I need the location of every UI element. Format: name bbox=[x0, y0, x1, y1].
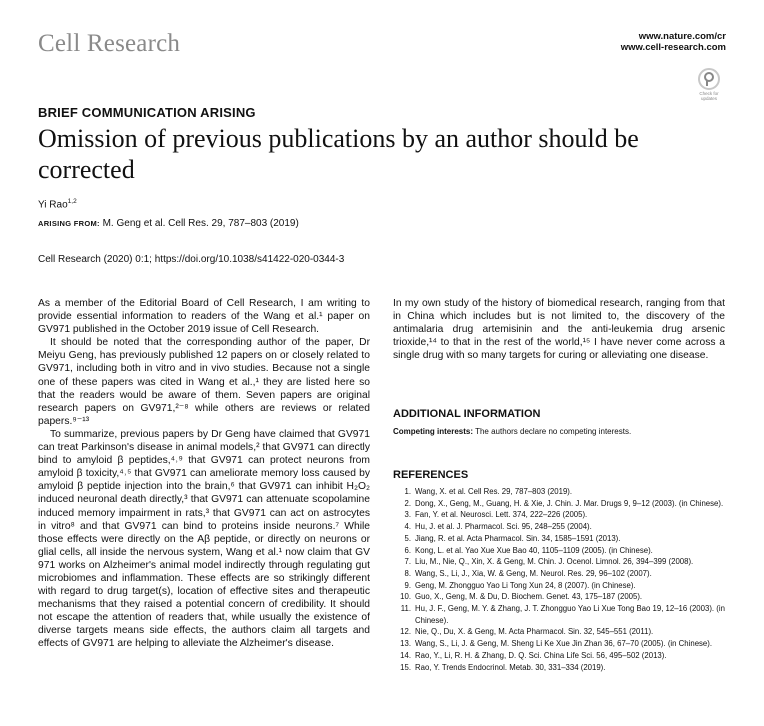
reference-number: 10. bbox=[400, 592, 411, 602]
check-updates-icon bbox=[698, 68, 720, 90]
reference-text: Hu, J. F., Geng, M. Y. & Zhang, J. T. Zhongguo Yao Li Xue Tong Bao 19, 12–16 (2003). (in Chinese). bbox=[415, 604, 725, 625]
reference-number: 15. bbox=[400, 662, 411, 672]
competing-interests-label: Competing interests: bbox=[393, 427, 474, 436]
reference-item[interactable] bbox=[393, 533, 733, 545]
check-updates-label: Check for updates bbox=[699, 91, 719, 101]
reference-text: Wang, S., Li, J., Xia, W. & Geng, M. Neurol. Res. 29, 96–102 (2007). bbox=[415, 568, 652, 578]
arising-label: ARISING FROM: bbox=[38, 219, 100, 228]
author-line bbox=[38, 198, 77, 210]
competing-interests-text: The authors declare no competing interests. bbox=[475, 427, 632, 436]
reference-text: Geng, M. Zhongguo Yao Li Tong Xun 24, 8 (2007). (in Chinese). bbox=[415, 580, 636, 590]
reference-text: Dong, X., Geng, M., Guang, H. & Xie, J. Chin. J. Mar. Drugs 9, 9–12 (2003). (in Chinese). bbox=[415, 498, 724, 508]
body-paragraph: As a member of the Editorial Board of Cell Research, I am writing to provide essential information to readers of the Wang et al.¹ paper on GV971 published in the October 2019 issue of Cell Research. bbox=[38, 298, 370, 336]
body-right-column bbox=[393, 297, 725, 362]
reference-number: 12. bbox=[400, 627, 411, 637]
reference-text: Guo, X., Geng, M. & Du, D. Biochem. Genet. 43, 175–187 (2005). bbox=[415, 592, 643, 602]
reference-text: Fan, Y. et al. Neurosci. Lett. 374, 222–226 (2005). bbox=[415, 510, 588, 520]
reference-text: Kong, L. et al. Yao Xue Xue Bao 40, 1105–1109 (2005). (in Chinese). bbox=[415, 545, 653, 555]
reference-item[interactable] bbox=[393, 591, 733, 603]
reference-item[interactable] bbox=[393, 509, 733, 521]
journal-urls bbox=[621, 31, 726, 53]
body-left-column bbox=[38, 297, 370, 651]
author-affiliation: 1,2 bbox=[67, 198, 77, 205]
reference-item[interactable] bbox=[393, 662, 733, 674]
journal-url-cell-research[interactable]: www.cell-research.com bbox=[620, 42, 726, 53]
reference-number: 1. bbox=[404, 487, 411, 496]
references-heading: REFERENCES bbox=[393, 469, 469, 481]
article-citation[interactable]: Cell Research (2020) 0:1; https://doi.org/10.1038/s41422-020-0344-3 bbox=[38, 254, 345, 265]
reference-item[interactable] bbox=[393, 498, 733, 510]
journal-url-nature[interactable]: www.nature.com/cr bbox=[638, 31, 726, 42]
reference-text: Rao, Y., Li, R. H. & Zhang, D. Q. Sci. China Life Sci. 56, 495–502 (2013). bbox=[415, 650, 667, 660]
additional-info-heading: ADDITIONAL INFORMATION bbox=[393, 408, 541, 420]
check-for-updates-badge[interactable] bbox=[697, 68, 721, 101]
reference-number: 6. bbox=[404, 545, 411, 555]
reference-item[interactable] bbox=[393, 545, 733, 557]
reference-text: Jiang, R. et al. Acta Pharmacol. Sin. 34, 1585–1591 (2013). bbox=[415, 533, 621, 543]
article-title: Omission of previous publications by an author should be corrected bbox=[38, 124, 639, 184]
reference-item[interactable] bbox=[393, 603, 733, 626]
arising-from bbox=[38, 218, 299, 229]
article-type: BRIEF COMMUNICATION ARISING bbox=[38, 105, 256, 120]
reference-text: Liu, M., Nie, Q., Xin, X. & Geng, M. Chin. J. Ocenol. Limnol. 26, 394–399 (2008). bbox=[415, 557, 694, 567]
body-paragraph: It should be noted that the corresponding author of the paper, Dr Meiyu Geng, has previously published 12 papers on or closely related to GV971, including both in vitro and in vivo studies. Because not a single one of these papers was cited in Wang et al.,¹ they are listed here so that the readers would be aware of them. Seven papers are original research papers on GV971,²⁻⁸ while others are reviews or related papers.⁹⁻¹³ bbox=[38, 337, 370, 427]
reference-number: 9. bbox=[404, 580, 411, 590]
reference-text: Nie, Q., Du, X. & Geng, M. Acta Pharmacol. Sin. 32, 545–551 (2011). bbox=[415, 627, 654, 637]
body-paragraph: To summarize, previous papers by Dr Geng have claimed that GV971 can treat Parkinson's disease in animal models,² that GV971 can directly bind to amyloid β peptides,⁴˒⁹ that GV971 can protect neurons from amyloid β toxicity,⁴˒⁵ that GV971 can ameliorate memory loss caused by amyloid β peptide injection into the brain,⁶ that GV971 can inhibit H₂O₂ induced neuronal death directly,³ that GV971 can attenuate scopolamine induced memory impairment in rats,³ that GV971 can act on astrocytes in vitro⁸ and that GV971 can bind to proteins inside neurons.⁷ While those effects were directly on the Aβ peptide, or directly on neurons or glial cells, all inside the nervous system, Wang et al.¹ now claim that GV 971 works on Alzheimer's animal model indirectly through regulating gut microbiomes and inflammation. These effects are so strikingly different with regard to drug target(s), location of effective sites and therapeutic mechanisms that they raised a potential concern of credibility. It should not escape the attention of readers that, while usually the existence of diverse targets means side effects, the authors claim all targets and effects of GV971 are helping to alleviate the Alzheimer's disease. bbox=[38, 428, 370, 650]
competing-interests bbox=[393, 427, 631, 436]
reference-item[interactable] bbox=[393, 638, 733, 650]
reference-item[interactable] bbox=[393, 521, 733, 533]
body-paragraph: In my own study of the history of biomedical research, ranging from that in China which includes but is not limited to, the discovery of the antimalaria drug artemisinin and the anti-leukemia drug arsenic trioxide,¹⁴ to that in the rest of the world,¹⁵ I have never come across a single drug with so many targets for curing or alleviating one disease. bbox=[393, 298, 725, 362]
reference-text: Wang, S., Li, J. & Geng, M. Sheng Li Ke Xue Jin Zhan 36, 67–70 (2005). (in Chinese). bbox=[415, 639, 713, 649]
reference-number: 8. bbox=[404, 568, 411, 578]
references-list bbox=[393, 486, 733, 673]
journal-name: Cell Research bbox=[38, 30, 181, 57]
reference-number: 2. bbox=[404, 498, 411, 508]
arising-reference[interactable]: M. Geng et al. Cell Res. 29, 787–803 (2019) bbox=[102, 218, 299, 229]
reference-number: 4. bbox=[404, 522, 411, 532]
reference-item[interactable] bbox=[393, 626, 733, 638]
reference-item[interactable] bbox=[393, 580, 733, 592]
author-name[interactable]: Yi Rao bbox=[38, 199, 68, 211]
reference-item[interactable] bbox=[393, 568, 733, 580]
reference-text: Wang, X. et al. Cell Res. 29, 787–803 (2019). bbox=[415, 487, 573, 496]
reference-number: 3. bbox=[404, 510, 411, 520]
reference-text: Hu, J. et al. J. Pharmacol. Sci. 95, 248–255 (2004). bbox=[415, 522, 592, 532]
reference-number: 5. bbox=[404, 533, 411, 543]
reference-item[interactable] bbox=[393, 650, 733, 662]
reference-number: 7. bbox=[404, 557, 411, 567]
reference-text: Rao, Y. Trends Endocrinol. Metab. 30, 331–334 (2019). bbox=[415, 662, 606, 672]
reference-number: 13. bbox=[400, 639, 411, 649]
reference-item[interactable] bbox=[393, 486, 733, 498]
reference-number: 14. bbox=[400, 650, 411, 660]
reference-item[interactable] bbox=[393, 556, 733, 568]
reference-number: 11. bbox=[400, 604, 411, 614]
